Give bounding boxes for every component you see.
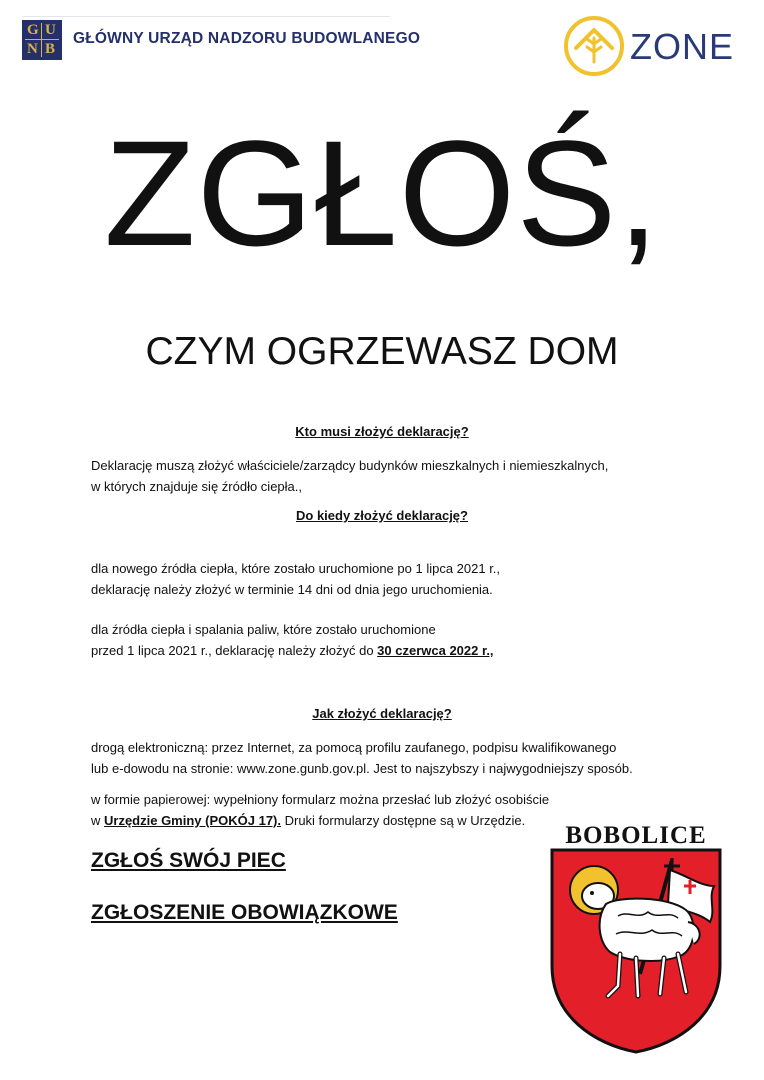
who-line: Deklarację muszą złożyć właściciele/zarządcy budynków mieszkalnych i niemieszkalnych, — [91, 458, 609, 473]
when-new-paragraph — [91, 558, 500, 600]
how-electronic-paragraph — [91, 737, 633, 779]
when-old-prefix: przed 1 lipca 2021 r., deklarację należy złożyć do — [91, 643, 378, 658]
how-paper-line — [91, 810, 549, 831]
zone-house-icon — [562, 14, 626, 78]
how-electronic-line: lub e-dowodu na stronie: www.zone.gunb.gov.pl. Jest to najszybszy i najwygodniejszy sposób. — [91, 761, 633, 776]
question-when: Do kiedy złożyć deklarację? — [296, 508, 468, 523]
when-new-line: dla nowego źródła ciepła, które zostało uruchomione po 1 lipca 2021 r., — [91, 561, 501, 576]
gunb-logo — [22, 20, 62, 60]
gunb-name: GŁÓWNY URZĄD NADZORU BUDOWLANEGO — [73, 30, 421, 47]
deadline-date: 30 czerwca 2022 r., — [377, 643, 494, 658]
sub-headline: CZYM OGRZEWASZ DOM — [145, 330, 619, 373]
main-headline: ZGŁOŚ, — [103, 109, 661, 277]
header-rule — [22, 16, 390, 17]
question-how: Jak złożyć deklarację? — [312, 706, 452, 721]
bobolice-coat-of-arms-icon — [548, 846, 724, 1056]
how-paper-prefix: w — [91, 813, 104, 828]
coat-of-arms-title: BOBOLICE — [565, 822, 707, 849]
who-line: w których znajduje się źródło ciepła., — [91, 479, 302, 494]
when-old-line: dla źródła ciepła i spalania paliw, które zostało uruchomione — [91, 622, 436, 637]
how-paper-paragraph — [91, 789, 549, 831]
when-new-line: deklarację należy złożyć w terminie 14 dni od dnia jego uruchomienia. — [91, 582, 493, 597]
zone-logo-text: ZONE — [630, 26, 735, 67]
office-name: Urzędzie Gminy (POKÓJ 17). — [104, 813, 281, 828]
when-old-paragraph — [91, 619, 494, 661]
how-paper-suffix: Druki formularzy dostępne są w Urzędzie. — [281, 813, 526, 828]
when-old-line — [91, 640, 494, 661]
gunb-letter: G — [27, 22, 39, 38]
callout-report-stove: ZGŁOŚ SWÓJ PIEC — [91, 849, 286, 872]
who-paragraph — [91, 455, 608, 497]
gunb-letter: U — [45, 22, 56, 38]
callout-mandatory: ZGŁOSZENIE OBOWIĄZKOWE — [91, 901, 398, 924]
question-who: Kto musi złożyć deklarację? — [295, 424, 469, 439]
how-electronic-line: drogą elektroniczną: przez Internet, za pomocą profilu zaufanego, podpisu kwalifikowanego — [91, 740, 617, 755]
gunb-letter: N — [27, 41, 38, 57]
gunb-letter: B — [45, 41, 56, 57]
how-paper-line: w formie papierowej: wypełniony formularz można przesłać lub złożyć osobiście — [91, 792, 550, 807]
